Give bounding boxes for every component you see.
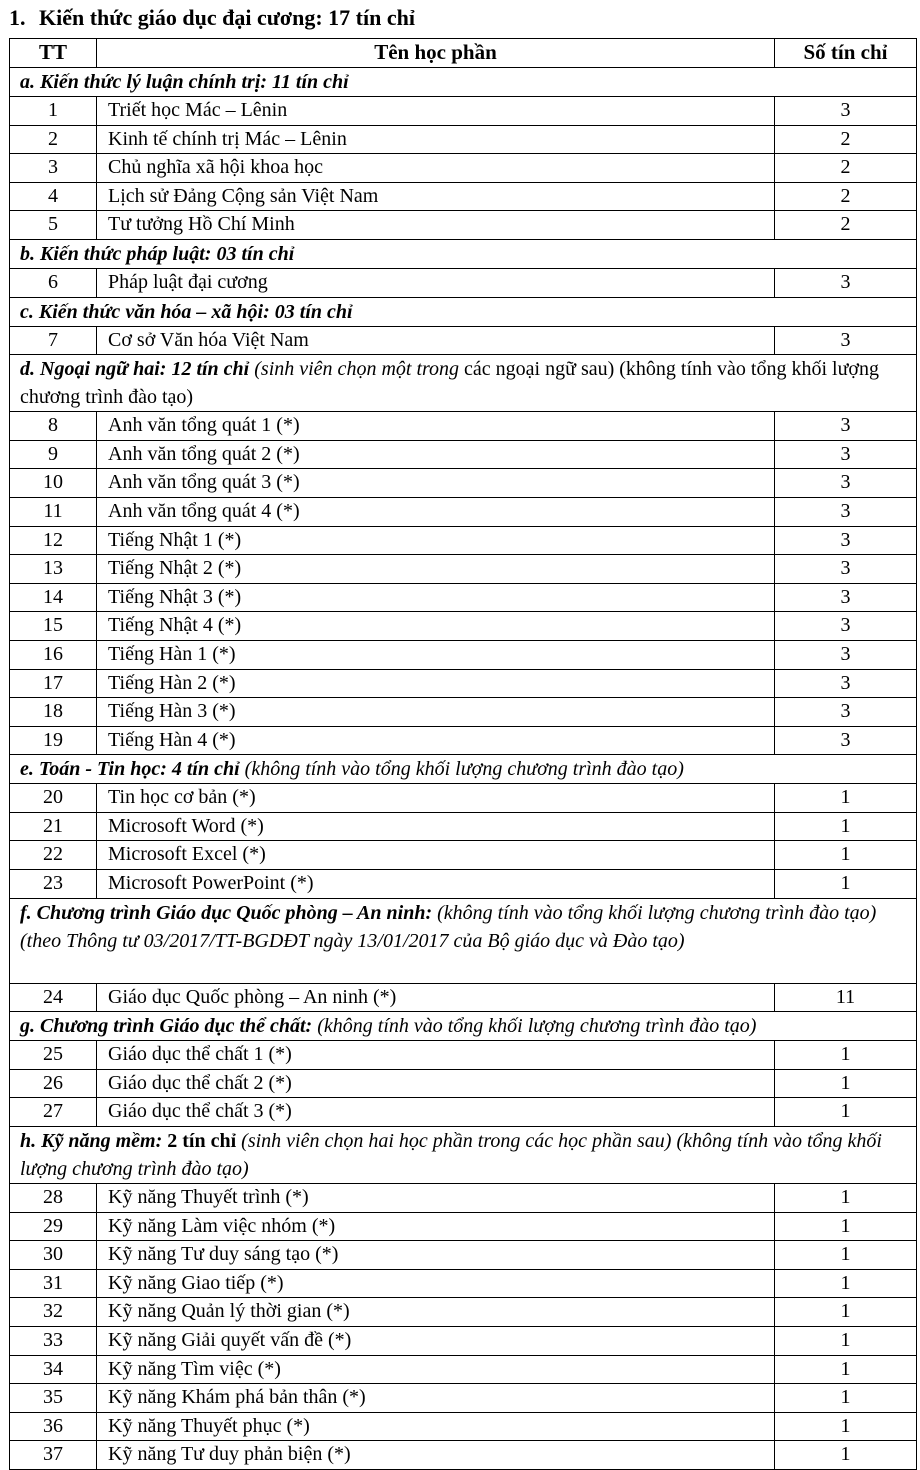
course-credits: 1: [775, 1184, 917, 1213]
table-row: [10, 526, 917, 555]
course-credits: 3: [775, 640, 917, 669]
course-credits: 3: [775, 469, 917, 498]
course-credits: 1: [775, 812, 917, 841]
row-number: 35: [10, 1384, 97, 1413]
table-row: [10, 1212, 917, 1241]
course-name: Kỹ năng Tư duy sáng tạo (*): [97, 1241, 775, 1270]
row-number: 28: [10, 1184, 97, 1213]
table-row: [10, 812, 917, 841]
table-row: [10, 870, 917, 899]
course-credits: 3: [775, 97, 917, 126]
course-name: Tiếng Nhật 4 (*): [97, 612, 775, 641]
table-row: [10, 1384, 917, 1413]
course-credits: 3: [775, 669, 917, 698]
row-number: 23: [10, 870, 97, 899]
course-credits: 3: [775, 583, 917, 612]
row-number: 24: [10, 983, 97, 1012]
course-name: Kỹ năng Tìm việc (*): [97, 1355, 775, 1384]
course-name: Tư tưởng Hồ Chí Minh: [97, 211, 775, 240]
table-row: [10, 469, 917, 498]
course-name: Tin học cơ bản (*): [97, 784, 775, 813]
course-credits: 2: [775, 154, 917, 183]
course-name: Kỹ năng Thuyết phục (*): [97, 1412, 775, 1441]
table-row: [10, 1269, 917, 1298]
row-number: 22: [10, 841, 97, 870]
row-number: 21: [10, 812, 97, 841]
course-credits: 3: [775, 326, 917, 355]
header-tt: TT: [10, 39, 97, 68]
course-credits: 1: [775, 1298, 917, 1327]
row-number: 30: [10, 1241, 97, 1270]
section-row: [10, 68, 917, 97]
course-name: Microsoft PowerPoint (*): [97, 870, 775, 899]
table-row: [10, 97, 917, 126]
course-name: Kỹ năng Tư duy phản biện (*): [97, 1441, 775, 1470]
row-number: 33: [10, 1327, 97, 1356]
table-row: [10, 983, 917, 1012]
course-name: Giáo dục thể chất 3 (*): [97, 1098, 775, 1127]
row-number: 7: [10, 326, 97, 355]
table-header-row: [10, 39, 917, 68]
row-number: 29: [10, 1212, 97, 1241]
course-name: Tiếng Nhật 2 (*): [97, 555, 775, 584]
course-name: Anh văn tổng quát 1 (*): [97, 412, 775, 441]
section-note: (không tính vào tổng khối lượng chương trình đào tạo) (theo Thông tư 03/2017/TT-BGDĐT ngày 13/01/2017 của Bộ giáo dục và Đào tạo): [20, 901, 877, 952]
table-row: [10, 182, 917, 211]
table-row: [10, 1412, 917, 1441]
course-name: Tiếng Hàn 4 (*): [97, 726, 775, 755]
row-number: 19: [10, 726, 97, 755]
table-row: [10, 154, 917, 183]
table-row: [10, 612, 917, 641]
section-row: [10, 898, 917, 983]
course-name: Triết học Mác – Lênin: [97, 97, 775, 126]
course-credits: 1: [775, 1384, 917, 1413]
course-credits: 1: [775, 1269, 917, 1298]
section-note: (sinh viên chọn một trong: [249, 358, 460, 381]
row-number: 27: [10, 1098, 97, 1127]
section-heading: c. Kiến thức văn hóa – xã hội: 03 tín chỉ: [20, 300, 353, 323]
section-row: [10, 297, 917, 326]
course-name: Anh văn tổng quát 4 (*): [97, 497, 775, 526]
course-credits: 1: [775, 784, 917, 813]
course-name: Giáo dục thể chất 1 (*): [97, 1041, 775, 1070]
table-row: [10, 497, 917, 526]
course-credits: 1: [775, 870, 917, 899]
table-row: [10, 1355, 917, 1384]
course-credits: 1: [775, 1212, 917, 1241]
row-number: 25: [10, 1041, 97, 1070]
table-row: [10, 268, 917, 297]
course-table: [9, 38, 917, 1470]
row-number: 17: [10, 669, 97, 698]
row-number: 14: [10, 583, 97, 612]
course-name: Kỹ năng Quản lý thời gian (*): [97, 1298, 775, 1327]
table-row: [10, 640, 917, 669]
course-name: Tiếng Hàn 3 (*): [97, 698, 775, 727]
course-credits: 3: [775, 497, 917, 526]
table-row: [10, 1098, 917, 1127]
section-title: [10, 1127, 917, 1184]
table-row: [10, 326, 917, 355]
course-credits: 1: [775, 1327, 917, 1356]
table-row: [10, 698, 917, 727]
table-row: [10, 841, 917, 870]
row-number: 36: [10, 1412, 97, 1441]
course-credits: 3: [775, 526, 917, 555]
row-number: 12: [10, 526, 97, 555]
row-number: 10: [10, 469, 97, 498]
course-credits: 3: [775, 726, 917, 755]
section-heading: e. Toán - Tin học: 4 tín chỉ: [20, 758, 240, 781]
section-title: [10, 68, 917, 97]
course-credits: 11: [775, 983, 917, 1012]
section-heading: b. Kiến thức pháp luật: 03 tín chỉ: [20, 242, 295, 265]
course-name: Microsoft Word (*): [97, 812, 775, 841]
section-row: [10, 1012, 917, 1041]
course-credits: 1: [775, 1069, 917, 1098]
section-heading: f. Chương trình Giáo dục Quốc phòng – An ninh:: [20, 901, 433, 924]
course-credits: 3: [775, 440, 917, 469]
table-row: [10, 583, 917, 612]
section-row: [10, 239, 917, 268]
row-number: 16: [10, 640, 97, 669]
table-row: [10, 1241, 917, 1270]
course-credits: 1: [775, 1098, 917, 1127]
course-credits: 3: [775, 555, 917, 584]
course-name: Kinh tế chính trị Mác – Lênin: [97, 125, 775, 154]
table-row: [10, 1441, 917, 1470]
row-number: 18: [10, 698, 97, 727]
header-course-name: Tên học phần: [97, 39, 775, 68]
row-number: 26: [10, 1069, 97, 1098]
row-number: 34: [10, 1355, 97, 1384]
section-title: [10, 1012, 917, 1041]
section-heading: d. Ngoại ngữ hai: 12 tín chỉ: [20, 358, 250, 381]
course-name: Anh văn tổng quát 2 (*): [97, 440, 775, 469]
row-number: 1: [10, 97, 97, 126]
row-number: 2: [10, 125, 97, 154]
course-credits: 1: [775, 1355, 917, 1384]
course-name: Chủ nghĩa xã hội khoa học: [97, 154, 775, 183]
section-heading-credits: 2 tín chỉ: [162, 1130, 237, 1153]
row-number: 4: [10, 182, 97, 211]
course-name: Anh văn tổng quát 3 (*): [97, 469, 775, 498]
section-heading: g. Chương trình Giáo dục thể chất:: [20, 1015, 313, 1038]
header-credits: Số tín chỉ: [775, 39, 917, 68]
course-name: Pháp luật đại cương: [97, 268, 775, 297]
page-title: [9, 3, 415, 33]
course-credits: 3: [775, 412, 917, 441]
section-title: [10, 239, 917, 268]
heading-number: 1.: [9, 5, 26, 30]
row-number: 31: [10, 1269, 97, 1298]
section-row: [10, 355, 917, 412]
table-row: [10, 412, 917, 441]
section-row: [10, 755, 917, 784]
section-heading: h. Kỹ năng mềm:: [20, 1130, 163, 1153]
table-row: [10, 211, 917, 240]
table-row: [10, 1041, 917, 1070]
course-credits: 1: [775, 841, 917, 870]
course-credits: 1: [775, 1041, 917, 1070]
course-name: Kỹ năng Khám phá bản thân (*): [97, 1384, 775, 1413]
course-name: Cơ sở Văn hóa Việt Nam: [97, 326, 775, 355]
table-row: [10, 1184, 917, 1213]
course-credits: 3: [775, 612, 917, 641]
table-row: [10, 125, 917, 154]
course-name: Tiếng Nhật 1 (*): [97, 526, 775, 555]
row-number: 20: [10, 784, 97, 813]
course-name: Microsoft Excel (*): [97, 841, 775, 870]
course-name: Kỹ năng Làm việc nhóm (*): [97, 1212, 775, 1241]
row-number: 9: [10, 440, 97, 469]
row-number: 3: [10, 154, 97, 183]
course-name: Kỹ năng Giao tiếp (*): [97, 1269, 775, 1298]
section-note: (sinh viên chọn hai học phần trong các học phần sau) (không tính vào tổng khối lượng chương trình đào tạo): [20, 1130, 882, 1181]
table-row: [10, 1298, 917, 1327]
row-number: 15: [10, 612, 97, 641]
table-row: [10, 555, 917, 584]
course-name: Kỹ năng Giải quyết vấn đề (*): [97, 1327, 775, 1356]
course-credits: 3: [775, 268, 917, 297]
course-credits: 3: [775, 698, 917, 727]
section-row: [10, 1127, 917, 1184]
table-row: [10, 440, 917, 469]
section-heading: a. Kiến thức lý luận chính trị: 11 tín chỉ: [20, 71, 349, 93]
section-note: (không tính vào tổng khối lượng chương trình đào tạo): [312, 1015, 757, 1038]
section-note: các ngoại ngữ sau) (không tính vào tổng khối lượng chương trình đào tạo): [20, 358, 880, 409]
table-row: [10, 1327, 917, 1356]
course-credits: 2: [775, 125, 917, 154]
course-credits: 1: [775, 1241, 917, 1270]
section-title: [10, 297, 917, 326]
row-number: 5: [10, 211, 97, 240]
course-name: Tiếng Hàn 2 (*): [97, 669, 775, 698]
course-name: Tiếng Hàn 1 (*): [97, 640, 775, 669]
row-number: 6: [10, 268, 97, 297]
course-credits: 2: [775, 182, 917, 211]
course-name: Tiếng Nhật 3 (*): [97, 583, 775, 612]
table-row: [10, 784, 917, 813]
row-number: 37: [10, 1441, 97, 1470]
course-name: Giáo dục thể chất 2 (*): [97, 1069, 775, 1098]
course-credits: 2: [775, 211, 917, 240]
table-row: [10, 1069, 917, 1098]
table-row: [10, 726, 917, 755]
table-row: [10, 669, 917, 698]
row-number: 8: [10, 412, 97, 441]
section-title: [10, 898, 917, 983]
course-name: Giáo dục Quốc phòng – An ninh (*): [97, 983, 775, 1012]
section-note: (không tính vào tổng khối lượng chương trình đào tạo): [239, 758, 684, 781]
course-name: Lịch sử Đảng Cộng sản Việt Nam: [97, 182, 775, 211]
heading-title: Kiến thức giáo dục đại cương: 17 tín chỉ: [39, 5, 415, 30]
course-credits: 1: [775, 1441, 917, 1470]
course-name: Kỹ năng Thuyết trình (*): [97, 1184, 775, 1213]
row-number: 32: [10, 1298, 97, 1327]
course-credits: 1: [775, 1412, 917, 1441]
row-number: 13: [10, 555, 97, 584]
row-number: 11: [10, 497, 97, 526]
section-title: [10, 755, 917, 784]
section-title: [10, 355, 917, 412]
